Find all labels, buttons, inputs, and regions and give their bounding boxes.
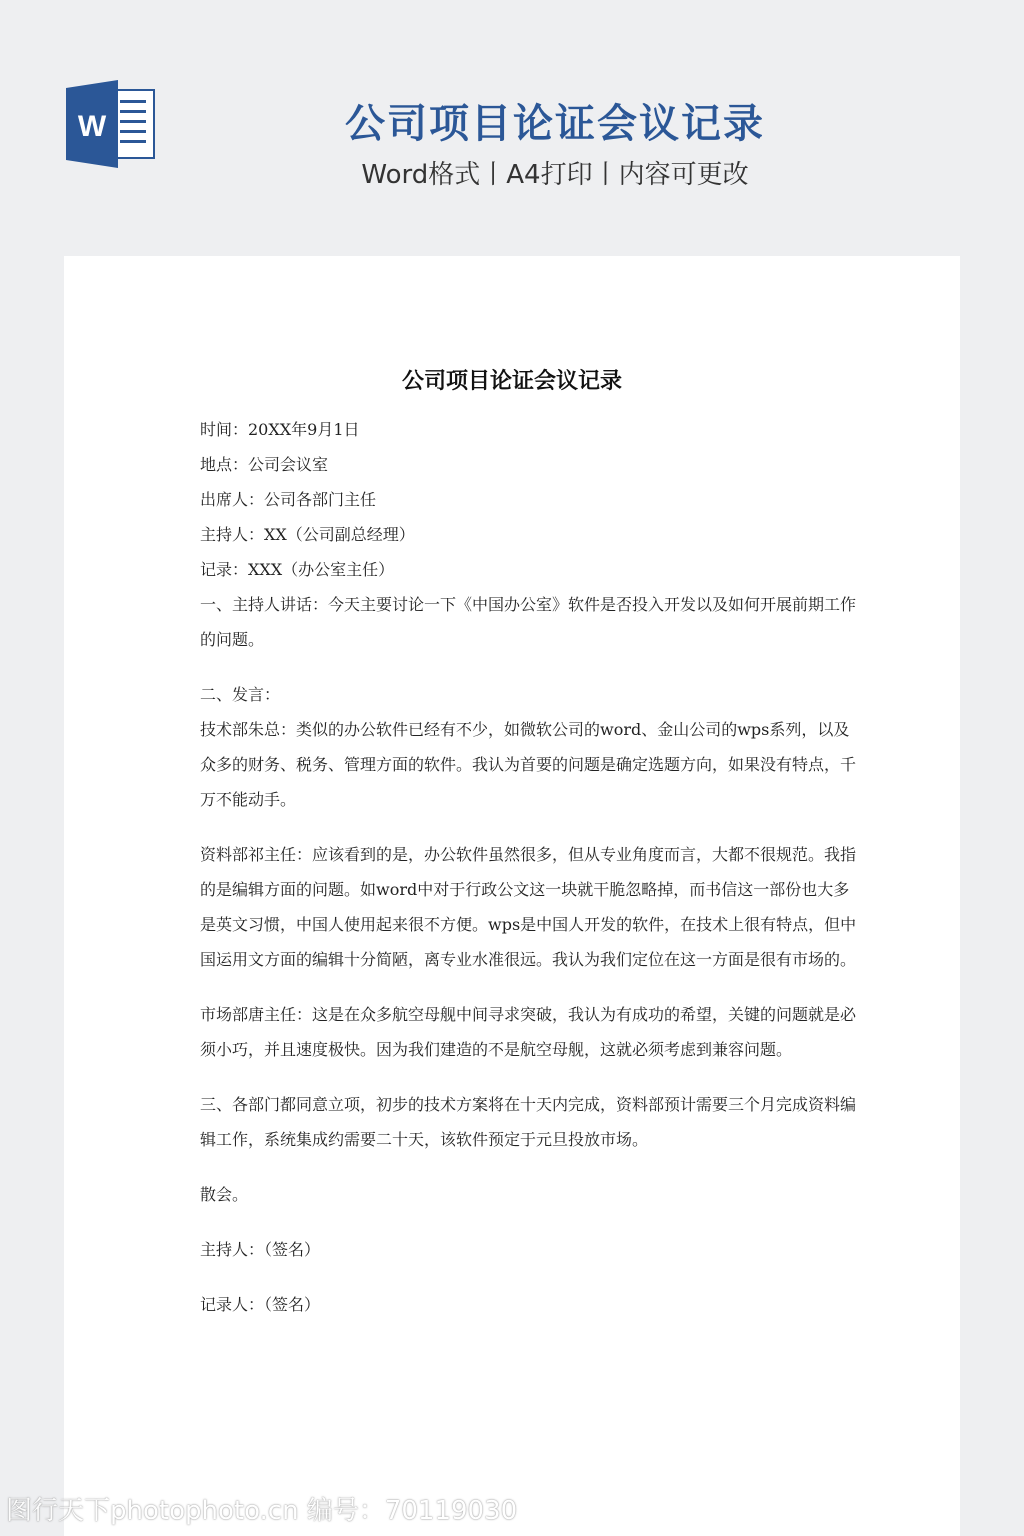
section-1-host-speech: 一、主持人讲话：今天主要讨论一下《中国办公室》软件是否投入开发以及如何开展前期工作的问题。 xyxy=(200,595,857,649)
section-3-decision: 三、各部门都同意立项，初步的技术方案将在十天内完成，资料部预计需要三个月完成资料编辑工作，系统集成约需要二十天，该软件预定于元旦投放市场。 xyxy=(200,1095,857,1149)
word-document-icon xyxy=(62,80,158,168)
host-signature: 主持人：（签名） xyxy=(200,1240,321,1259)
meta-time: 时间：20XX年9月1日 xyxy=(200,420,360,439)
recorder-signature: 记录人：（签名） xyxy=(200,1295,321,1314)
meta-host: 主持人：XX（公司副总经理） xyxy=(200,525,415,544)
document-body xyxy=(200,412,860,1322)
document-title: 公司项目论证会议记录 xyxy=(401,369,622,394)
closing-text: 散会。 xyxy=(200,1185,249,1204)
meta-location: 地点：公司会议室 xyxy=(200,455,329,474)
speech-market-dept: 市场部唐主任：这是在众多航空母舰中间寻求突破，我认为有成功的希望，关键的问题就是必须小巧，并且速度极快。因为我们建造的不是航空母舰，这就必须考虑到兼容问题。 xyxy=(200,1005,857,1059)
svg-text:W: W xyxy=(77,110,107,143)
speech-data-dept: 资料部祁主任：应该看到的是，办公软件虽然很多，但从专业角度而言，大都不很规范。我指的是编辑方面的问题。如word中对于行政公文这一块就干脆忽略掉，而书信这一部份也大多是英文习惯，中国人使用起来很不方便。wps是中国人开发的软件，在技术上很有特点，但中国运用文方面的编辑十分简陋，离专业水准很远。我认为我们定位在这一方面是很有市场的。 xyxy=(200,845,857,969)
meta-recorder: 记录：XXX（办公室主任） xyxy=(200,560,395,579)
meta-attendees: 出席人：公司各部门主任 xyxy=(200,490,377,509)
watermark: 图行天下photophoto.cn 编号：70119030 xyxy=(6,1496,518,1526)
banner-subtitle: Word格式丨A4打印丨内容可更改 xyxy=(361,160,749,190)
section-2-heading: 二、发言： xyxy=(200,685,281,704)
document-page xyxy=(64,256,960,1536)
speech-tech-dept: 技术部朱总：类似的办公软件已经有不少，如微软公司的word、金山公司的wps系列，以及众多的财务、税务、管理方面的软件。我认为首要的问题是确定选题方向，如果没有特点，千万不能动手。 xyxy=(200,720,857,809)
banner-title: 公司项目论证会议记录 xyxy=(345,101,765,147)
